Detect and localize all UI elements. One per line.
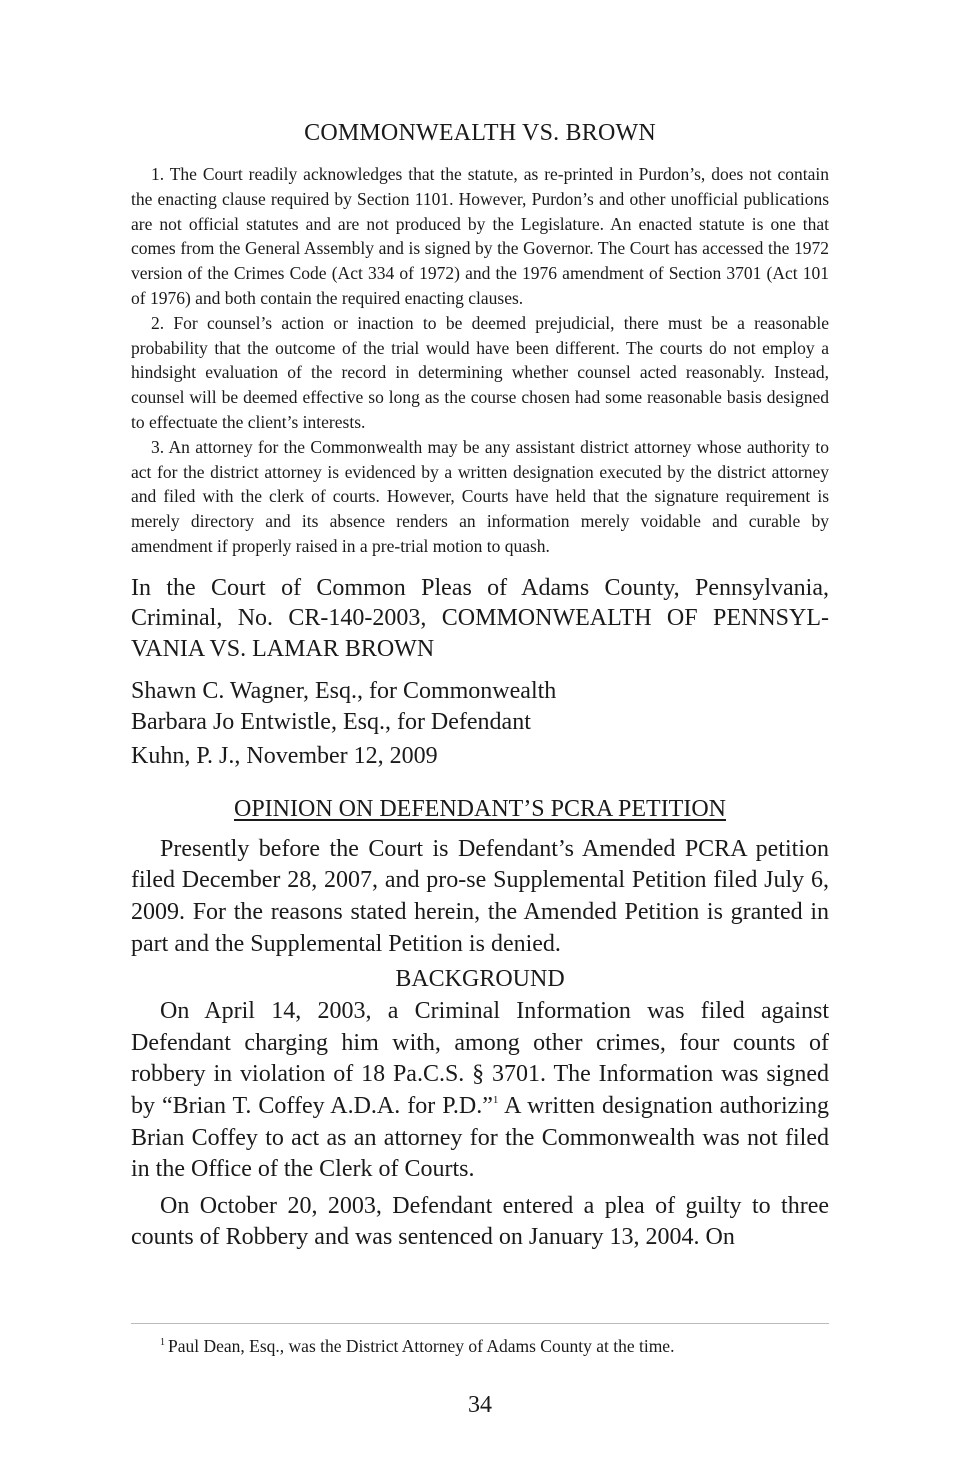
- headnote-3: 3. An attorney for the Commonwealth may be any assistant district attorney whose authority to act for the district attorney is evidenced by a written designation executed by the district attorney and filed with the clerk of courts. However, Courts have held that the signature requirement is merely directory and its absence renders an information merely voidable and curable by amendment if properly raised in a pre-trial motion to quash.: [131, 436, 829, 556]
- headnote-2: 2. For counsel’s action or inaction to be deemed prejudicial, there must be a reasonable probability that the outcome of the trial would have been different. The courts do not employ a hindsight evaluation of the record in determining whether counsel acted reasonably. Instead, counsel will be deemed effective so long as the course chosen had some reasonable basis designed to effectuate the client’s interests.: [131, 312, 829, 432]
- counsel-commonwealth: Shawn C. Wagner, Esq., for Commonwealth: [131, 678, 557, 705]
- footnote-number: 1: [160, 1337, 165, 1348]
- section-heading-background: BACKGROUND: [395, 966, 565, 993]
- background-paragraph-2: On October 20, 2003, Defendant entered a plea of guilty to three counts of Robbery and was sentenced on January 13, 2004. On: [131, 1192, 829, 1251]
- intro-paragraph: Presently before the Court is Defendant’s Amended PCRA petition filed December 28, 2007, and pro-se Supplemental Petition filed July 6, 2009. For the reasons stated herein, the Amended Petition is granted in part and the Supplemental Petition is denied.: [131, 835, 829, 957]
- footnote-text: Paul Dean, Esq., was the District Attorney of Adams County at the time.: [168, 1336, 675, 1356]
- background-p1-text-a: On April 14, 2003, a Criminal Information was filed against Defendant charging him with, among other crimes, four counts of robbery in violation of 18 Pa.C.S. § 3701. The Information was signed by “Brian T. Coffey A.D.A. for P.D.”: [131, 998, 829, 1119]
- footnote-divider: [131, 1323, 829, 1324]
- headnote-1: 1. The Court readily acknowledges that the statute, as re-printed in Purdon’s, does not contain the enacting clause required by Section 1101. However, Purdon’s and other unofficial publications are not official statutes and are not produced by the Legislature. An enacted statute is one that comes from the General Assembly and is signed by the Governor. The Court has accessed the 1972 version of the Crimes Code (Act 334 of 1972) and the 1976 amendment of Section 3701 (Act 101 of 1976) and both contain the required enacting clauses.: [131, 164, 829, 308]
- footnote: [160, 1334, 674, 1358]
- page-number: 34: [468, 1392, 492, 1418]
- page-body: [131, 118, 829, 1254]
- footnote-reference[interactable]: 1: [492, 1093, 499, 1106]
- case-caption: In the Court of Common Pleas of Adams County, Pennsylvania, Criminal, No. CR-140-2003, COMMONWEALTH OF PENNSYLVANIA VS. LAMAR BROWN: [131, 574, 829, 662]
- counsel-defendant: Barbara Jo Entwistle, Esq., for Defendant: [131, 708, 531, 735]
- opinion-title-text: OPINION ON DEFENDANT’S PCRA PETITION: [234, 795, 726, 822]
- judge-line: Kuhn, P. J., November 12, 2009: [131, 743, 438, 770]
- background-paragraph-1: [131, 996, 829, 1186]
- running-head: COMMONWEALTH VS. BROWN: [304, 120, 656, 146]
- background-p1-text-b: A written designation authorizing Brian Coffey to act as an attorney for the Commonwealth was not filed in the Office of the Clerk of Courts.: [131, 1092, 829, 1183]
- opinion-title: [131, 794, 829, 824]
